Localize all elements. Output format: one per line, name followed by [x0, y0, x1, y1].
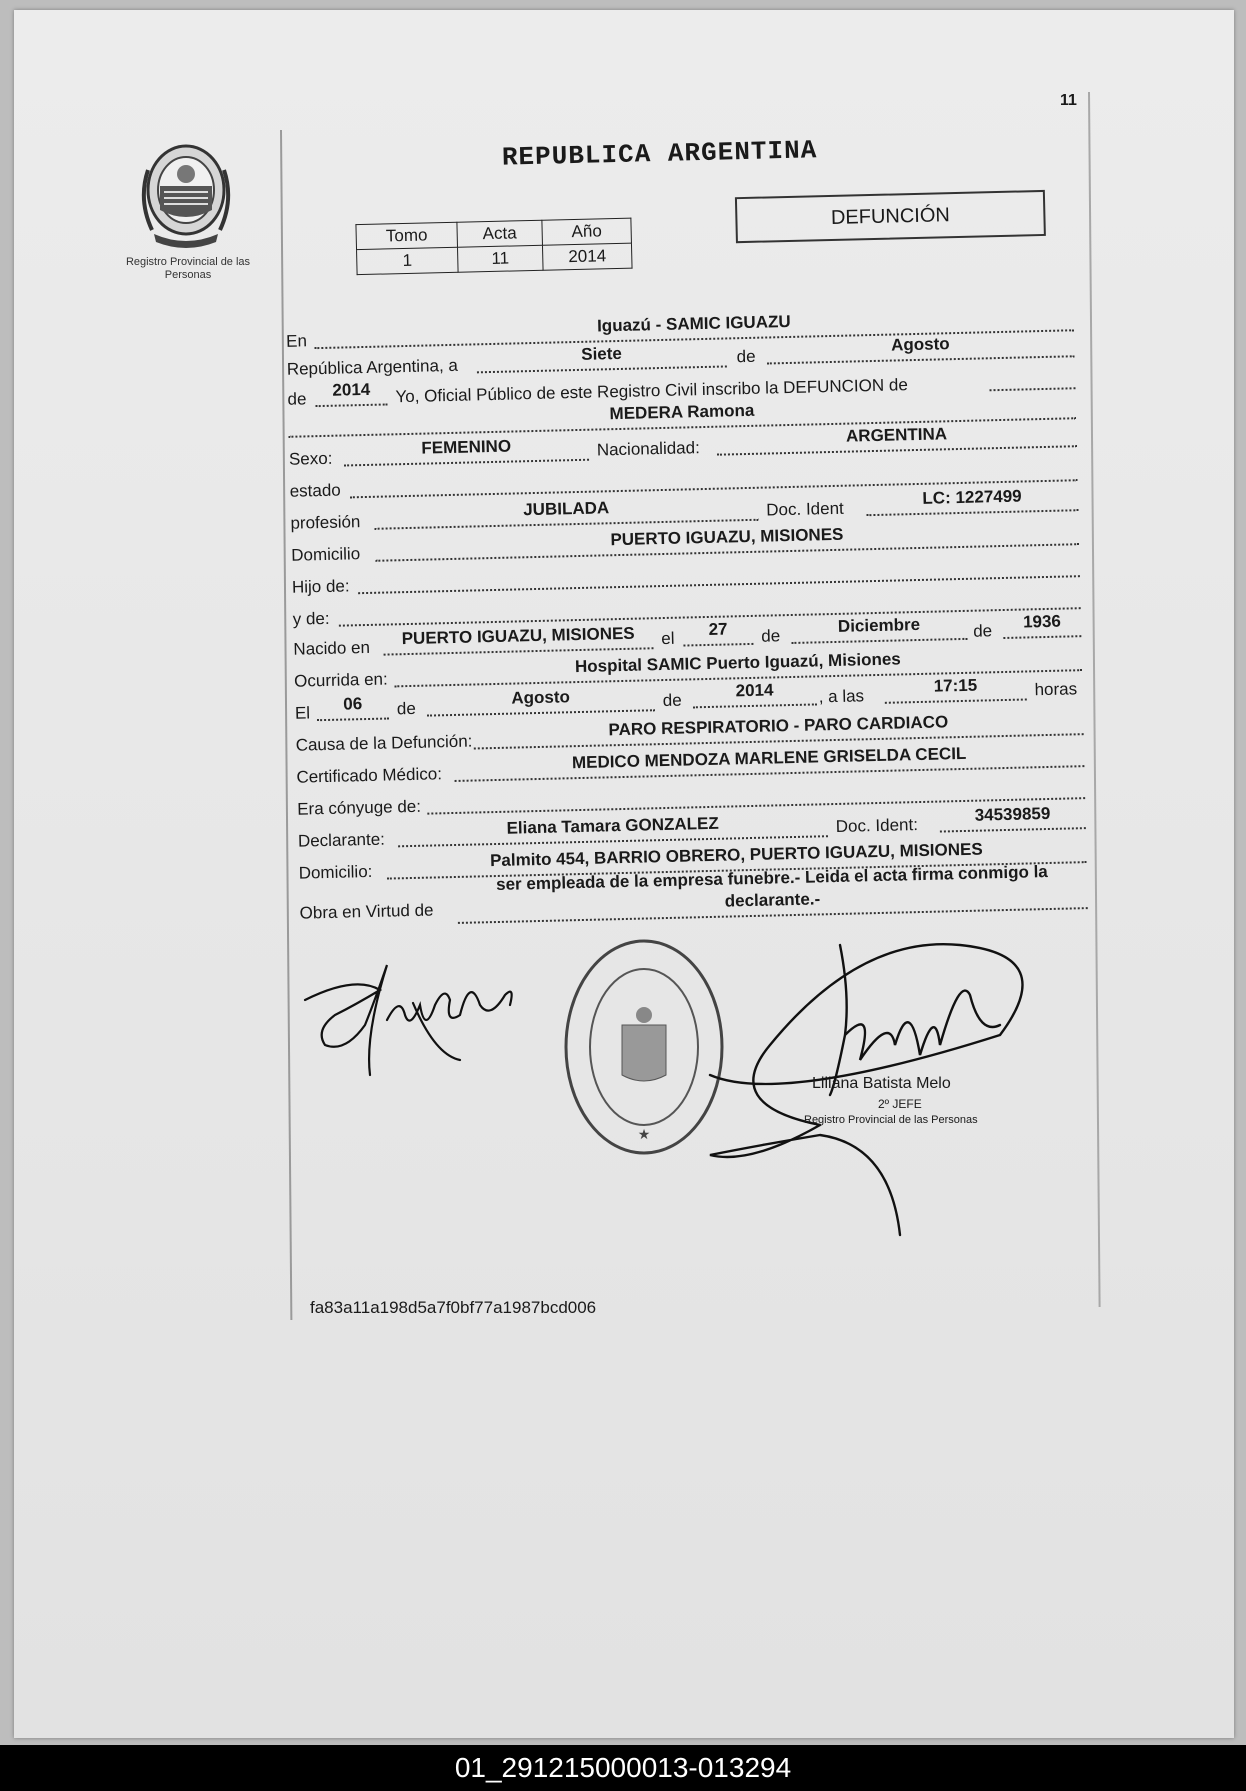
obra-line2: declarante.- [724, 889, 821, 911]
hora-value: 17:15 [933, 675, 978, 696]
nacionalidad-value: ARGENTINA [845, 424, 948, 446]
domicilio-label: Domicilio [290, 544, 361, 565]
de2-label: de [287, 389, 307, 409]
hijo-value [358, 551, 1080, 568]
nac-anio-value: 1936 [1022, 611, 1062, 632]
en-label: En [285, 331, 308, 351]
mes-value: Agosto [890, 334, 950, 355]
ocurrida-label: Ocurrida en: [293, 669, 388, 691]
declarant-signature [295, 945, 525, 1095]
yde-label: y de: [292, 608, 330, 629]
nacido-label: Nacido en [293, 637, 371, 659]
de5-label: de [396, 698, 416, 719]
obra-label: Obra en Virtud de [299, 900, 434, 923]
anio-value: 2014 [542, 243, 632, 270]
tomo-header: Tomo [356, 222, 458, 249]
doc-value: LC: 1227499 [922, 486, 1022, 508]
hora-line [885, 698, 1027, 703]
nac-anio-line [1003, 635, 1081, 639]
nombre-value: MEDERA Ramona [609, 400, 755, 424]
nac-dia-value: 27 [708, 619, 728, 639]
nac-dia-line [683, 643, 753, 647]
republica-label: República Argentina, a [286, 355, 459, 379]
record-type-box: DEFUNCIÓN [735, 190, 1046, 243]
acta-value: 11 [458, 245, 544, 272]
declarante-label: Declarante: [297, 829, 386, 851]
domicilio2-label: Domicilio: [298, 861, 373, 883]
en-value: Iguazú - SAMIC IGUAZU [596, 311, 791, 336]
nacionalidad-label: Nacionalidad: [596, 438, 701, 460]
logo-caption: Registro Provincial de las Personas [125, 256, 251, 281]
def-dia-value: 06 [343, 694, 363, 714]
obra-line1: ser empleada de la empresa funebre.- Leida el acta firma conmigo la [495, 862, 1048, 895]
doc-label: Doc. Ident [766, 498, 844, 520]
def-mes-value: Agosto [511, 687, 571, 708]
hijo-label: Hijo de: [291, 576, 350, 597]
anio-value: 2014 [332, 379, 371, 400]
nac-mes-line [791, 638, 967, 644]
horas-label: horas [1034, 679, 1078, 700]
conyuge-label: Era cónyuge de: [296, 796, 422, 819]
sexo-label: Sexo: [288, 448, 333, 469]
doc2-label: Doc. Ident: [835, 815, 919, 837]
certificado-label: Certificado Médico: [296, 764, 443, 787]
tomo-value: 1 [357, 247, 459, 274]
svg-text:★: ★ [637, 1126, 651, 1142]
sexo-line [344, 459, 589, 467]
profesion-label: profesión [290, 512, 361, 533]
oficial-line [989, 387, 1075, 391]
official-stamp-org: Registro Provincial de las Personas [804, 1114, 978, 1126]
official-stamp-role: 2º JEFE [878, 1097, 922, 1111]
alas-label: , a las [818, 686, 865, 707]
doc2-value: 34539859 [974, 803, 1051, 825]
doc-line [866, 509, 1078, 516]
de6-label: de [662, 690, 682, 711]
hijo-line [358, 575, 1080, 594]
nac-mes-value: Diciembre [837, 614, 921, 636]
doc2-line [940, 827, 1086, 832]
anio-header: Año [542, 218, 632, 245]
sexo-value: FEMENINO [421, 436, 512, 458]
def-anio-line [693, 703, 817, 708]
de-label: de [736, 346, 756, 367]
official-stamp-name: Liliana Batista Melo [812, 1075, 951, 1092]
El-label: El [294, 703, 311, 723]
document-title: REPUBLICA ARGENTINA [501, 135, 818, 173]
document-hash: fa83a11a198d5a7f0bf77a1987bcd006 [310, 1298, 597, 1317]
register-table [355, 218, 632, 275]
anio-line [316, 403, 388, 407]
conyuge-value [427, 773, 1085, 789]
file-id-bar: 01_291215000013-013294 [0, 1745, 1246, 1791]
domicilio2-value: Palmito 454, BARRIO OBRERO, PUERTO IGUAZU, MISIONES [489, 839, 983, 871]
page-number: 11 [1060, 92, 1077, 109]
causa-value: PARO RESPIRATORIO - PARO CARDIACO [608, 712, 949, 740]
estado-label: estado [289, 480, 341, 501]
de3-label: de [761, 626, 781, 646]
causa-label: Causa de la Defunción: [295, 731, 473, 755]
profesion-value: JUBILADA [522, 498, 610, 520]
ocurrida-value: Hospital SAMIC Puerto Iguazú, Misiones [574, 649, 901, 677]
def-mes-line [427, 709, 655, 716]
nacido-value: PUERTO IGUAZU, MISIONES [401, 623, 635, 649]
declarante-value: Eliana Tamara GONZALEZ [506, 813, 719, 838]
def-dia-line [317, 718, 389, 722]
oficial-text: Yo, Oficial Público de este Registro Civil inscribo la DEFUNCION de [395, 375, 908, 407]
dia-line [477, 365, 727, 373]
certificado-value: MEDICO MENDOZA MARLENE GRISELDA CECIL [571, 743, 967, 773]
de4-label: de [972, 621, 993, 641]
domicilio-value: PUERTO IGUAZU, MISIONES [610, 524, 844, 550]
el-label: el [661, 628, 675, 649]
dia-value: Siete [581, 343, 623, 364]
acta-header: Acta [457, 220, 543, 247]
def-anio-value: 2014 [735, 680, 774, 701]
